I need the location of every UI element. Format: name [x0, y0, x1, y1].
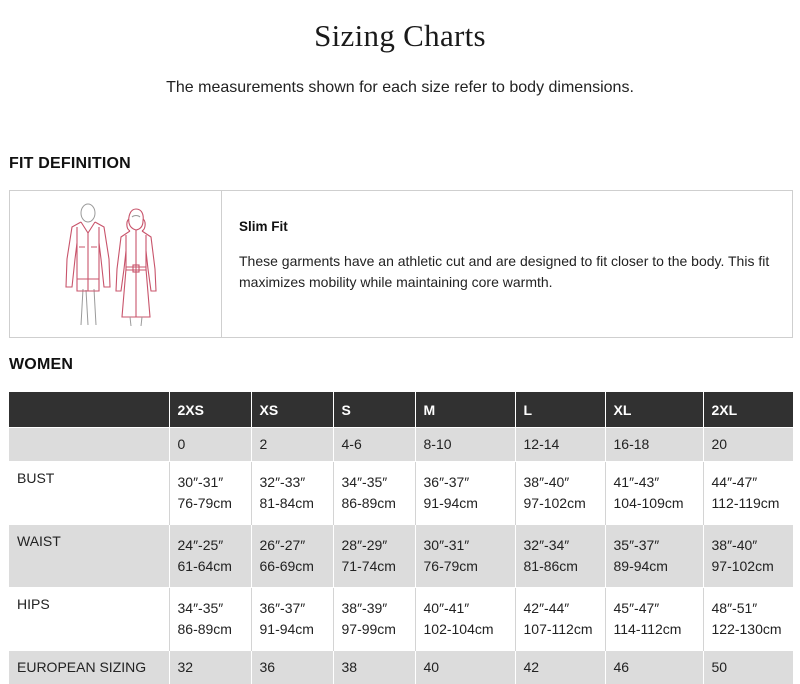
- women-size-table: [9, 392, 793, 684]
- cm-value: 71-74cm: [342, 556, 407, 577]
- table-cell: [605, 588, 703, 651]
- table-cell: 2: [251, 428, 333, 462]
- cm-value: 102-104cm: [424, 619, 507, 640]
- table-cell: [251, 462, 333, 525]
- fit-definition-heading: FIT DEFINITION: [9, 155, 131, 173]
- inches-value: 24″-25″: [178, 535, 243, 556]
- table-cell: [605, 525, 703, 588]
- table-cell: 20: [703, 428, 793, 462]
- table-cell: 32: [169, 651, 251, 684]
- table-row-european-sizing: [9, 651, 793, 684]
- column-header: S: [333, 392, 415, 428]
- row-label: HIPS: [9, 588, 169, 651]
- column-header: XL: [605, 392, 703, 428]
- fit-definition-box: [9, 190, 793, 338]
- table-cell: [515, 462, 605, 525]
- inches-value: 41″-43″: [614, 472, 695, 493]
- inches-value: 42″-44″: [524, 598, 597, 619]
- table-header-row: [9, 392, 793, 428]
- row-label: [9, 428, 169, 462]
- inches-value: 30″-31″: [424, 535, 507, 556]
- inches-value: 36″-37″: [424, 472, 507, 493]
- inches-value: 30″-31″: [178, 472, 243, 493]
- table-cell: 8-10: [415, 428, 515, 462]
- cm-value: 97-102cm: [524, 493, 597, 514]
- table-cell: 4-6: [333, 428, 415, 462]
- row-label: BUST: [9, 462, 169, 525]
- cm-value: 91-94cm: [424, 493, 507, 514]
- table-row-waist: [9, 525, 793, 588]
- inches-value: 28″-29″: [342, 535, 407, 556]
- cm-value: 114-112cm: [614, 619, 695, 640]
- table-cell: 0: [169, 428, 251, 462]
- inches-value: 44″-47″: [712, 472, 786, 493]
- cm-value: 97-102cm: [712, 556, 786, 577]
- row-label: WAIST: [9, 525, 169, 588]
- table-cell: [169, 462, 251, 525]
- inches-value: 38″-40″: [524, 472, 597, 493]
- table-cell: [415, 588, 515, 651]
- column-header: L: [515, 392, 605, 428]
- table-cell: 16-18: [605, 428, 703, 462]
- table-cell: [251, 588, 333, 651]
- cm-value: 61-64cm: [178, 556, 243, 577]
- table-cell: [605, 462, 703, 525]
- table-cell: 40: [415, 651, 515, 684]
- table-cell: [515, 588, 605, 651]
- table-cell: [703, 525, 793, 588]
- column-header: 2XL: [703, 392, 793, 428]
- table-cell: [515, 525, 605, 588]
- cm-value: 97-99cm: [342, 619, 407, 640]
- inches-value: 40″-41″: [424, 598, 507, 619]
- table-cell: 46: [605, 651, 703, 684]
- inches-value: 34″-35″: [342, 472, 407, 493]
- cm-value: 81-86cm: [524, 556, 597, 577]
- inches-value: 32″-34″: [524, 535, 597, 556]
- cm-value: 91-94cm: [260, 619, 325, 640]
- cm-value: 104-109cm: [614, 493, 695, 514]
- table-cell: [415, 462, 515, 525]
- cm-value: 112-119cm: [712, 493, 786, 514]
- slim-fit-figures-illustration: [50, 199, 180, 329]
- cm-value: 89-94cm: [614, 556, 695, 577]
- cm-value: 76-79cm: [178, 493, 243, 514]
- cm-value: 66-69cm: [260, 556, 325, 577]
- column-header: M: [415, 392, 515, 428]
- column-header: XS: [251, 392, 333, 428]
- table-row-hips: [9, 588, 793, 651]
- table-cell: [333, 462, 415, 525]
- table-cell: [251, 525, 333, 588]
- row-label: EUROPEAN SIZING: [9, 651, 169, 684]
- fit-description: These garments have an athletic cut and are designed to fit closer to the body. This fit maximizes mobility while maintaining core warmth.: [239, 251, 776, 293]
- cm-value: 86-89cm: [342, 493, 407, 514]
- column-header: [9, 392, 169, 428]
- column-header: 2XS: [169, 392, 251, 428]
- table-row-bust: [9, 462, 793, 525]
- fit-text-cell: [222, 191, 792, 337]
- fit-name: Slim Fit: [239, 219, 776, 234]
- table-cell: 42: [515, 651, 605, 684]
- page-subtitle: The measurements shown for each size refer to body dimensions.: [0, 79, 800, 97]
- cm-value: 122-130cm: [712, 619, 786, 640]
- table-row-us-size: [9, 428, 793, 462]
- cm-value: 107-112cm: [524, 619, 597, 640]
- inches-value: 32″-33″: [260, 472, 325, 493]
- fit-illustration-cell: [10, 191, 222, 337]
- table-cell: [703, 588, 793, 651]
- inches-value: 34″-35″: [178, 598, 243, 619]
- inches-value: 48″-51″: [712, 598, 786, 619]
- table-cell: [415, 525, 515, 588]
- inches-value: 45″-47″: [614, 598, 695, 619]
- table-cell: 50: [703, 651, 793, 684]
- table-cell: [333, 525, 415, 588]
- cm-value: 86-89cm: [178, 619, 243, 640]
- inches-value: 35″-37″: [614, 535, 695, 556]
- table-cell: [703, 462, 793, 525]
- table-cell: [169, 588, 251, 651]
- inches-value: 36″-37″: [260, 598, 325, 619]
- table-cell: 38: [333, 651, 415, 684]
- table-cell: 12-14: [515, 428, 605, 462]
- cm-value: 81-84cm: [260, 493, 325, 514]
- inches-value: 26″-27″: [260, 535, 325, 556]
- inches-value: 38″-39″: [342, 598, 407, 619]
- page-title: Sizing Charts: [0, 18, 800, 54]
- cm-value: 76-79cm: [424, 556, 507, 577]
- table-cell: [169, 525, 251, 588]
- table-cell: [333, 588, 415, 651]
- inches-value: 38″-40″: [712, 535, 786, 556]
- table-cell: 36: [251, 651, 333, 684]
- women-heading: WOMEN: [9, 356, 73, 374]
